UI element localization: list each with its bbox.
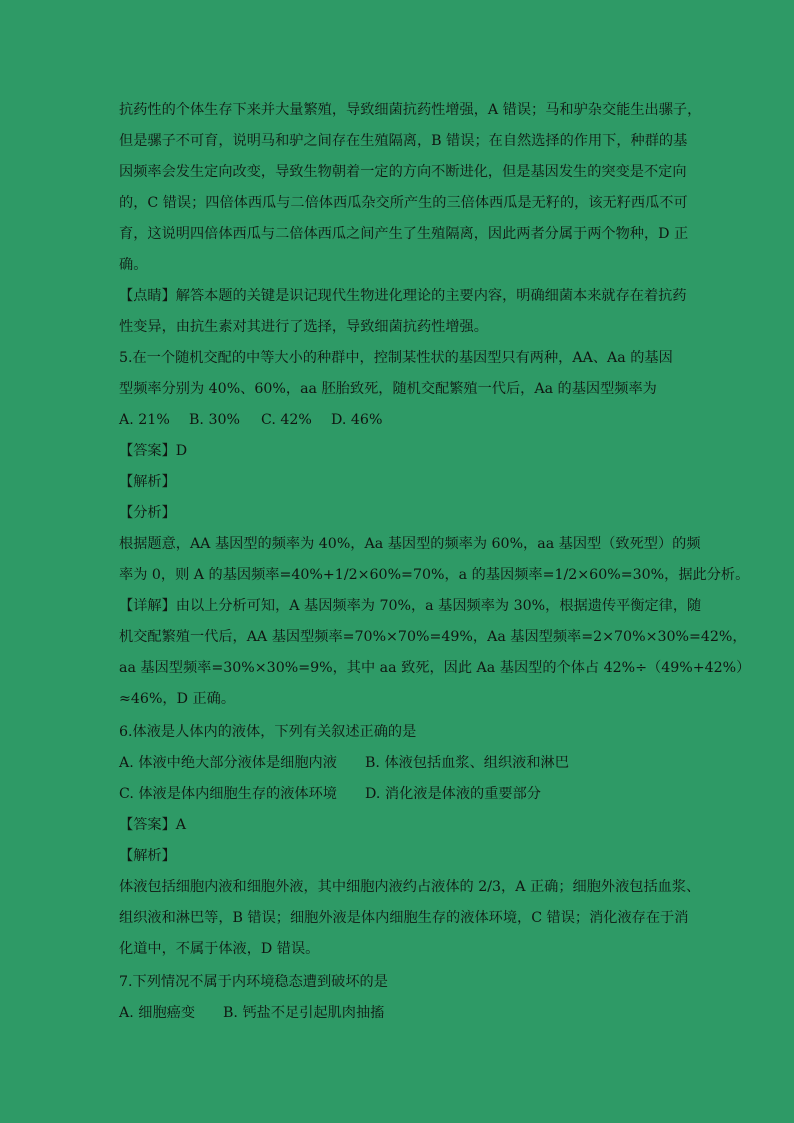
text-line-6: 确。 (119, 257, 148, 273)
text-line-15: 根据题意，AA 基因型的频率为 40%，Aa 基因型的频率为 60%，aa 基因型（致死型）的频 (119, 536, 701, 552)
q7-option-b: B. 钙盐不足引起肌肉抽搐 (223, 1005, 385, 1021)
q6-option-d: D. 消化液是体液的重要部分 (365, 786, 541, 802)
question-6-stem: 6.体液是人体内的液体，下列有关叙述正确的是 (119, 724, 417, 740)
question-6-options-row-2 (119, 784, 679, 804)
detail-5-line-4: ≈46%，D 正确。 (119, 691, 236, 707)
question-5-line-1: 5.在一个随机交配的中等大小的种群中，控制某性状的基因型只有两种，AA、Aa 的基因 (119, 350, 673, 366)
question-7-stem: 7.下列情况不属于内环境稳态遭到破坏的是 (119, 974, 388, 990)
text-line-16: 率为 0，则 A 的基因频率=40%+1/2×60%=70%，a 的基因频率=1/2×60%=30%，据此分析。 (119, 567, 750, 583)
question-7-options-row-1 (119, 1003, 679, 1023)
q5-option-b: B. 30% (189, 412, 240, 428)
q5-option-d: D. 46% (331, 412, 383, 428)
text-line-2: 但是骡子不可育，说明马和驴之间存在生殖隔离，B 错误；在自然选择的作用下，种群的基 (119, 133, 688, 149)
q6-option-a: A. 体液中绝大部分液体是细胞内液 (119, 755, 337, 771)
answer-5: 【答案】D (119, 443, 188, 459)
analysis-6-heading: 【解析】 (119, 848, 176, 864)
text-line-5: 育，这说明四倍体西瓜与二倍体西瓜之间产生了生殖隔离，因此两者分属于两个物种，D 正 (119, 226, 689, 242)
analysis-5-heading: 【解析】 (119, 474, 176, 490)
question-5-options (119, 410, 679, 430)
text-line-8: 性变异，由抗生素对其进行了选择，导致细菌抗药性增强。 (119, 319, 488, 335)
text-line-1: 抗药性的个体生存下来并大量繁殖，导致细菌抗药性增强，A 错误；马和驴杂交能生出骡子， (119, 102, 702, 118)
analysis-6-line-2: 组织液和淋巴等，B 错误；细胞外液是体内细胞生存的液体环境，C 错误；消化液存在于消 (119, 910, 689, 926)
tip-heading-line: 【点睛】解答本题的关键是识记现代生物进化理论的主要内容，明确细菌本来就存在着抗药 (119, 288, 687, 304)
q6-option-b: B. 体液包括血浆、组织液和淋巴 (365, 755, 569, 771)
question-6-options-row-1 (119, 753, 679, 773)
text-line-4: 的，C 错误；四倍体西瓜与二倍体西瓜杂交所产生的三倍体西瓜是无籽的，该无籽西瓜不可 (119, 195, 688, 211)
analysis-6-line-3: 化道中，不属于体液，D 错误。 (119, 941, 320, 957)
detail-5-line-1: 【详解】由以上分析可知，A 基因频率为 70%，a 基因频率为 30%，根据遗传平衡定律，随 (119, 598, 702, 614)
q6-option-c: C. 体液是体内细胞生存的液体环境 (119, 786, 337, 802)
answer-6: 【答案】A (119, 817, 186, 833)
q5-option-a: A. 21% (119, 412, 170, 428)
detail-5-line-3: aa 基因型频率=30%×30%=9%，其中 aa 致死，因此 Aa 基因型的个体占 42%÷（49%+42%） (119, 660, 751, 676)
fenxi-5-heading: 【分析】 (119, 505, 176, 521)
detail-5-line-2: 机交配繁殖一代后，AA 基因型频率=70%×70%=49%，Aa 基因型频率=2×70%×30%=42%， (119, 629, 747, 645)
analysis-6-line-1: 体液包括细胞内液和细胞外液，其中细胞内液约占液体的 2/3，A 正确；细胞外液包括血浆、 (119, 879, 701, 895)
q5-option-c: C. 42% (261, 412, 312, 428)
text-line-3: 因频率会发生定向改变，导致生物朝着一定的方向不断进化，但是基因发生的突变是不定向 (119, 164, 687, 180)
question-5-line-2: 型频率分别为 40%、60%，aa 胚胎致死，随机交配繁殖一代后，Aa 的基因型频率为 (119, 381, 657, 397)
q7-option-a: A. 细胞癌变 (119, 1005, 196, 1021)
